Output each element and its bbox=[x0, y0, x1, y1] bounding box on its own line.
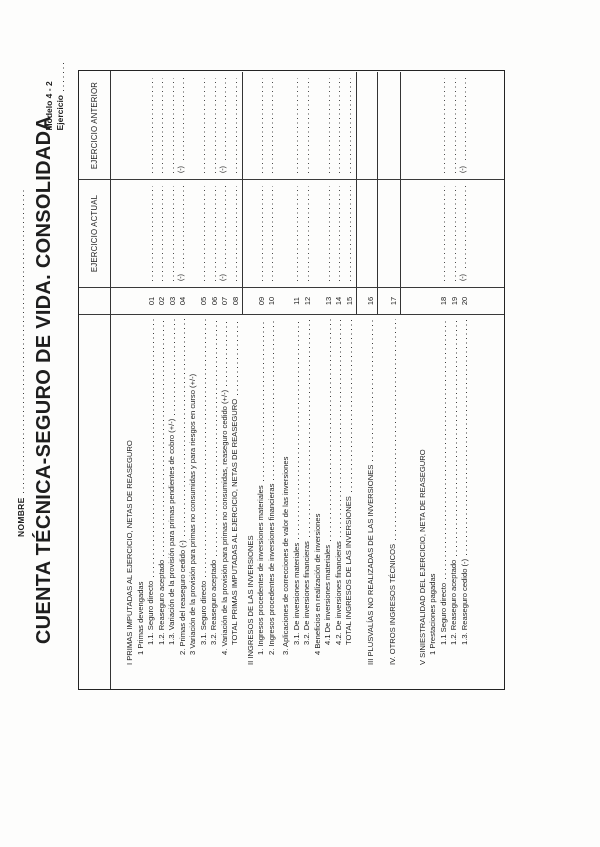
value-cell-actual bbox=[166, 180, 177, 288]
value-cell-actual bbox=[229, 180, 240, 288]
negative-mark: (-) bbox=[460, 274, 467, 281]
separator-line bbox=[377, 72, 378, 179]
row-code: 11 bbox=[291, 288, 302, 315]
concept-label: 3. Aplicaciones de correcciones de valor de las inversiones bbox=[281, 456, 290, 655]
concept-cell bbox=[333, 315, 344, 689]
value-dotted-line bbox=[465, 78, 466, 160]
concept-label: 1.2. Reaseguro aceptado bbox=[156, 559, 166, 645]
dotted-leader bbox=[298, 319, 299, 539]
concept-cell bbox=[124, 315, 135, 689]
value-cell-actual bbox=[219, 180, 230, 288]
value-cell-anterior bbox=[177, 72, 188, 180]
concept-cell bbox=[301, 315, 312, 689]
row-code: 13 bbox=[322, 288, 333, 315]
value-dotted-line bbox=[152, 78, 153, 173]
table-row bbox=[448, 71, 459, 689]
separator-line bbox=[242, 180, 243, 287]
table-row bbox=[145, 71, 156, 689]
concept-label: III PLUSVALÍAS NO REALIZADAS DE LAS INVERSIONES bbox=[365, 464, 375, 665]
row-code: 04 bbox=[177, 288, 188, 315]
concept-label: 1.3. Reaseguro cedido (-) bbox=[459, 558, 469, 645]
value-cell-actual bbox=[266, 180, 277, 288]
row-code bbox=[312, 288, 323, 315]
row-code bbox=[245, 288, 256, 315]
table-row bbox=[312, 71, 323, 689]
header-ejercicio-actual: EJERCICIO ACTUAL bbox=[79, 180, 110, 288]
concept-label: 3.1. Seguro directo bbox=[198, 580, 208, 645]
negative-mark: (-) bbox=[220, 166, 227, 173]
value-cell-anterior bbox=[280, 72, 291, 180]
concept-label: IV. OTROS INGRESOS TÉCNICOS bbox=[388, 543, 397, 665]
concept-label: 1 Primas devengadas bbox=[135, 581, 145, 655]
concept-cell bbox=[135, 315, 146, 689]
row-code: 08 bbox=[229, 288, 240, 315]
concept-cell bbox=[280, 315, 291, 689]
value-dotted-line bbox=[455, 186, 456, 281]
value-cell-actual bbox=[291, 180, 302, 288]
table-row bbox=[219, 71, 230, 689]
value-cell-actual bbox=[135, 180, 146, 288]
value-cell-anterior bbox=[156, 72, 167, 180]
row-code bbox=[124, 288, 135, 315]
value-cell-anterior bbox=[448, 72, 459, 180]
header-code-cell bbox=[79, 288, 110, 315]
row-code: 07 bbox=[219, 288, 230, 315]
dotted-leader bbox=[237, 319, 238, 395]
separator-line bbox=[242, 288, 243, 314]
value-dotted-line bbox=[308, 78, 309, 173]
value-cell-anterior bbox=[229, 72, 240, 180]
concept-cell bbox=[417, 315, 428, 689]
concept-cell bbox=[145, 315, 156, 689]
value-cell-anterior bbox=[266, 72, 277, 180]
concept-label: 1.3. Variación de la provisión para primas pendientes de cobro (+/-) bbox=[167, 418, 176, 645]
concept-label: V SINIESTRALIDAD DEL EJERCICIO, NETA DE REASEGURO bbox=[417, 449, 427, 665]
value-cell-actual bbox=[156, 180, 167, 288]
value-dotted-line bbox=[297, 78, 298, 173]
value-dotted-line bbox=[173, 186, 174, 281]
value-cell-actual bbox=[333, 180, 344, 288]
table-row bbox=[365, 71, 376, 689]
concept-label: I PRIMAS IMPUTADAS AL EJERCICIO, NETAS DE REASEGURO bbox=[125, 440, 134, 665]
row-code: 17 bbox=[387, 288, 398, 315]
table-row bbox=[438, 71, 449, 689]
value-dotted-line bbox=[236, 78, 237, 173]
value-cell-anterior bbox=[187, 72, 198, 180]
table-row bbox=[156, 71, 167, 689]
value-dotted-line bbox=[339, 186, 340, 281]
value-dotted-line bbox=[152, 186, 153, 281]
value-dotted-line bbox=[225, 78, 226, 160]
value-dotted-line bbox=[262, 78, 263, 173]
section-gap bbox=[403, 71, 417, 689]
concept-label: 3.1. De inversiones materiales bbox=[291, 542, 301, 645]
concept-cell bbox=[245, 315, 256, 689]
value-cell-anterior bbox=[301, 72, 312, 180]
value-cell-anterior bbox=[322, 72, 333, 180]
value-dotted-line bbox=[204, 78, 205, 173]
concept-cell bbox=[166, 315, 177, 689]
row-code bbox=[427, 288, 438, 315]
concept-cell bbox=[219, 315, 230, 689]
value-cell-actual bbox=[124, 180, 135, 288]
table-row bbox=[387, 71, 398, 689]
negative-mark: (-) bbox=[178, 166, 185, 173]
value-cell-actual bbox=[365, 180, 376, 288]
value-cell-anterior bbox=[145, 72, 156, 180]
value-dotted-line bbox=[236, 186, 237, 281]
concept-cell bbox=[156, 315, 167, 689]
concept-label: 4. Variación de la provisión para primas no consumidas, reaseguro cedido (+/-) bbox=[219, 389, 229, 655]
concept-cell bbox=[312, 315, 323, 689]
value-cell-actual bbox=[198, 180, 209, 288]
dotted-leader bbox=[456, 319, 457, 556]
concept-label: 1. Ingresos procedentes de inversiones materiales bbox=[256, 485, 265, 655]
value-dotted-line bbox=[215, 186, 216, 281]
value-cell-actual bbox=[312, 180, 323, 288]
negative-mark: (-) bbox=[460, 166, 467, 173]
separator-line bbox=[400, 288, 401, 314]
concept-cell bbox=[229, 315, 240, 689]
concept-cell bbox=[459, 315, 470, 689]
value-dotted-line bbox=[272, 78, 273, 173]
value-dotted-line bbox=[162, 78, 163, 173]
value-cell-anterior bbox=[438, 72, 449, 180]
concept-cell bbox=[291, 315, 302, 689]
row-code: 05 bbox=[198, 288, 209, 315]
concept-cell bbox=[177, 315, 188, 689]
value-cell-anterior bbox=[198, 72, 209, 180]
dotted-leader bbox=[340, 319, 341, 537]
value-dotted-line bbox=[204, 186, 205, 281]
dotted-leader bbox=[395, 319, 396, 540]
concept-label: 1.1 Seguro directo bbox=[438, 582, 448, 645]
modelo-label: Modelo 4 - 2 bbox=[44, 81, 54, 131]
row-code: 10 bbox=[266, 288, 277, 315]
concept-cell bbox=[208, 315, 219, 689]
negative-mark: (-) bbox=[220, 274, 227, 281]
table-row bbox=[166, 71, 177, 689]
value-dotted-line bbox=[183, 78, 184, 160]
dotted-leader bbox=[372, 319, 373, 461]
separator-line bbox=[356, 180, 357, 287]
row-code bbox=[187, 288, 198, 315]
concept-label: 2. Primas del reaseguro cedido (-) bbox=[177, 540, 187, 655]
value-dotted-line bbox=[444, 186, 445, 281]
value-cell-actual bbox=[177, 180, 188, 288]
table-row bbox=[187, 71, 198, 689]
table-row bbox=[135, 71, 146, 689]
value-dotted-line bbox=[455, 78, 456, 173]
table-row bbox=[459, 71, 470, 689]
separator-line bbox=[356, 288, 357, 314]
value-cell-anterior bbox=[333, 72, 344, 180]
value-cell-anterior bbox=[219, 72, 230, 180]
value-cell-anterior bbox=[459, 72, 470, 180]
dotted-leader bbox=[153, 319, 154, 577]
row-code bbox=[135, 288, 146, 315]
value-dotted-line bbox=[329, 186, 330, 281]
concept-cell bbox=[438, 315, 449, 689]
table-row bbox=[301, 71, 312, 689]
account-table bbox=[78, 70, 505, 690]
value-cell-actual bbox=[280, 180, 291, 288]
concept-cell bbox=[255, 315, 266, 689]
table-row bbox=[255, 71, 266, 689]
concept-cell bbox=[343, 315, 354, 689]
table-row bbox=[266, 71, 277, 689]
ejercicio-label: Ejercicio bbox=[55, 95, 65, 131]
value-dotted-line bbox=[272, 186, 273, 281]
row-code: 01 bbox=[145, 288, 156, 315]
concept-label: 1.2. Reaseguro aceptado bbox=[449, 559, 458, 645]
table-row bbox=[245, 71, 256, 689]
concept-label: TOTAL INGRESOS DE LAS INVERSIONES bbox=[344, 496, 353, 645]
value-dotted-line bbox=[173, 78, 174, 173]
value-dotted-line bbox=[350, 78, 351, 173]
concept-label: 4.2. De inversiones financieras bbox=[333, 541, 343, 645]
value-dotted-line bbox=[444, 78, 445, 173]
table-row bbox=[333, 71, 344, 689]
concept-cell bbox=[187, 315, 198, 689]
value-cell-anterior bbox=[255, 72, 266, 180]
value-cell-actual bbox=[301, 180, 312, 288]
row-code bbox=[280, 288, 291, 315]
concept-label: 2. Ingresos procedentes de inversiones financieras bbox=[266, 483, 276, 655]
row-code: 02 bbox=[156, 288, 167, 315]
value-cell-actual bbox=[208, 180, 219, 288]
value-cell-actual bbox=[255, 180, 266, 288]
dotted-leader bbox=[174, 319, 175, 415]
value-cell-anterior bbox=[135, 72, 146, 180]
concept-cell bbox=[322, 315, 333, 689]
nombre-label: NOMBRE bbox=[16, 497, 26, 537]
row-code: 14 bbox=[333, 288, 344, 315]
concept-label: 1.1. Seguro directo bbox=[146, 580, 155, 645]
concept-label: II INGRESOS DE LAS INVERSIONES bbox=[245, 535, 255, 665]
dotted-leader bbox=[273, 319, 274, 480]
form-title: CUENTA TÉCNICA-SEGURO DE VIDA. CONSOLIDADA bbox=[33, 115, 55, 645]
value-cell-anterior bbox=[427, 72, 438, 180]
concept-cell bbox=[266, 315, 277, 689]
value-dotted-line bbox=[262, 186, 263, 281]
dotted-leader bbox=[351, 319, 352, 492]
row-code: 18 bbox=[438, 288, 449, 315]
dotted-leader bbox=[205, 319, 206, 577]
value-cell-anterior bbox=[124, 72, 135, 180]
value-cell-actual bbox=[187, 180, 198, 288]
value-dotted-line bbox=[339, 78, 340, 173]
value-dotted-line bbox=[308, 186, 309, 281]
separator-line bbox=[377, 180, 378, 287]
ejercicio-field bbox=[55, 57, 66, 130]
concept-label: 4.1 De inversiones materiales bbox=[323, 544, 332, 645]
value-cell-actual bbox=[245, 180, 256, 288]
value-cell-actual bbox=[459, 180, 470, 288]
value-cell-anterior bbox=[166, 72, 177, 180]
row-code: 19 bbox=[448, 288, 459, 315]
value-cell-anterior bbox=[291, 72, 302, 180]
value-cell-anterior bbox=[417, 72, 428, 180]
header-ejercicio-anterior: EJERCICIO ANTERIOR bbox=[79, 72, 110, 180]
separator-line bbox=[400, 72, 401, 179]
value-cell-anterior bbox=[245, 72, 256, 180]
table-row bbox=[208, 71, 219, 689]
dotted-leader bbox=[226, 319, 227, 386]
row-code: 09 bbox=[255, 288, 266, 315]
value-dotted-line bbox=[162, 186, 163, 281]
separator-line bbox=[377, 288, 378, 314]
header-concepts-cell bbox=[79, 315, 110, 689]
dotted-leader bbox=[184, 319, 185, 536]
value-cell-actual bbox=[417, 180, 428, 288]
value-cell-anterior bbox=[312, 72, 323, 180]
separator-line bbox=[400, 180, 401, 287]
dotted-leader bbox=[163, 319, 164, 556]
value-cell-actual bbox=[427, 180, 438, 288]
concept-cell bbox=[365, 315, 376, 689]
table-row bbox=[124, 71, 135, 689]
value-cell-anterior bbox=[365, 72, 376, 180]
table-row bbox=[198, 71, 209, 689]
value-dotted-line bbox=[297, 186, 298, 281]
table-row bbox=[417, 71, 428, 689]
modelo-block bbox=[44, 57, 66, 130]
table-row bbox=[177, 71, 188, 689]
concept-label: 4 Beneficios en realización de inversiones bbox=[312, 513, 322, 655]
value-dotted-line bbox=[215, 78, 216, 173]
concept-cell bbox=[198, 315, 209, 689]
row-code: 15 bbox=[343, 288, 354, 315]
value-dotted-line bbox=[225, 186, 226, 268]
dotted-leader bbox=[216, 319, 217, 556]
dotted-leader bbox=[309, 319, 310, 537]
table-header-row bbox=[79, 71, 111, 689]
concept-cell bbox=[448, 315, 459, 689]
value-cell-actual bbox=[343, 180, 354, 288]
table-row bbox=[280, 71, 291, 689]
concept-label: 3 Variación de la provisión para primas no consumidas y para riesgos en curso (+/-) bbox=[188, 373, 197, 655]
value-cell-actual bbox=[438, 180, 449, 288]
dotted-leader bbox=[263, 319, 264, 481]
table-bottom-filler bbox=[469, 71, 504, 689]
table-body bbox=[111, 71, 504, 689]
value-cell-actual bbox=[322, 180, 333, 288]
value-cell-anterior bbox=[387, 72, 398, 180]
row-code: 12 bbox=[301, 288, 312, 315]
concept-label: 1 Prestaciones pagadas bbox=[428, 573, 437, 655]
table-row bbox=[229, 71, 240, 689]
value-cell-anterior bbox=[343, 72, 354, 180]
value-dotted-line bbox=[350, 186, 351, 281]
value-dotted-line bbox=[465, 186, 466, 268]
section-gap bbox=[380, 71, 387, 689]
value-dotted-line bbox=[329, 78, 330, 173]
concept-label: TOTAL PRIMAS IMPUTADAS AL EJERCICIO, NETAS DE REASEGURO bbox=[230, 398, 239, 645]
row-code: 03 bbox=[166, 288, 177, 315]
concept-cell bbox=[427, 315, 438, 689]
row-code: 20 bbox=[459, 288, 470, 315]
concept-label: 3.2. Reaseguro aceptado bbox=[209, 559, 218, 645]
concept-cell bbox=[387, 315, 398, 689]
row-code: 16 bbox=[365, 288, 376, 315]
section-gap bbox=[111, 71, 124, 689]
nombre-field bbox=[16, 185, 26, 537]
row-code: 06 bbox=[208, 288, 219, 315]
table-row bbox=[343, 71, 354, 689]
dotted-leader bbox=[466, 319, 467, 555]
table-row bbox=[427, 71, 438, 689]
dotted-leader bbox=[445, 319, 446, 579]
value-dotted-line bbox=[183, 186, 184, 268]
ejercicio-dotted-line bbox=[63, 61, 64, 91]
nombre-dotted-line bbox=[23, 189, 24, 493]
separator-line bbox=[242, 72, 243, 179]
value-cell-actual bbox=[387, 180, 398, 288]
value-cell-actual bbox=[448, 180, 459, 288]
concept-label: 3.2. De inversiones financieras bbox=[302, 541, 311, 645]
table-row bbox=[322, 71, 333, 689]
separator-line bbox=[356, 72, 357, 179]
value-cell-anterior bbox=[208, 72, 219, 180]
row-code bbox=[417, 288, 428, 315]
table-row bbox=[291, 71, 302, 689]
value-cell-actual bbox=[145, 180, 156, 288]
negative-mark: (-) bbox=[178, 274, 185, 281]
dotted-leader bbox=[330, 319, 331, 541]
